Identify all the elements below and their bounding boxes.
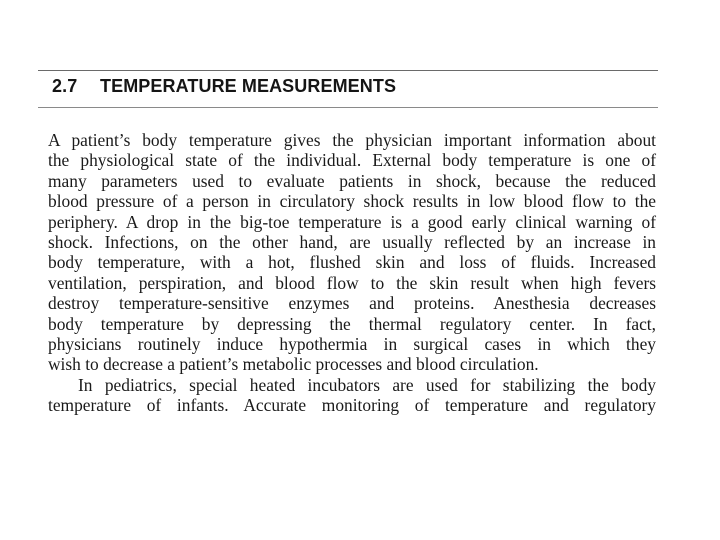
text-line: A patient’s body temperature gives the physician important information about	[48, 130, 656, 150]
section-heading	[52, 76, 396, 97]
section-title: TEMPERATURE MEASUREMENTS	[100, 76, 397, 96]
text-line: body temperature, with a hot, flushed skin and loss of fluids. Increased	[48, 252, 656, 273]
text-line: physicians routinely induce hypothermia in surgical cases in which they	[48, 333, 656, 354]
text-line: the physiological state of the individual. External body temperature is one of	[48, 150, 656, 171]
text-line: In pediatrics, special heated incubators are used for stabilizing the body	[78, 374, 656, 395]
paragraph-2	[48, 375, 656, 416]
text-line: body temperature by depressing the thermal regulatory center. In fact,	[48, 313, 656, 334]
text-line: ventilation, perspiration, and blood flow to the skin result when high fevers	[48, 272, 656, 293]
text-line: temperature of infants. Accurate monitoring of temperature and regulatory	[48, 395, 656, 416]
text-line: many parameters used to evaluate patients in shock, because the reduced	[48, 170, 656, 191]
text-line: periphery. A drop in the big-toe temperature is a good early clinical warning of	[48, 211, 656, 232]
body-text	[48, 130, 656, 415]
heading-top-rule	[38, 70, 658, 71]
text-line: destroy temperature-sensitive enzymes and proteins. Anesthesia decreases	[48, 293, 656, 314]
text-line: blood pressure of a person in circulatory shock results in low blood flow to the	[48, 191, 656, 212]
text-line: wish to decrease a patient’s metabolic processes and blood circulation.	[48, 354, 539, 375]
paragraph-1	[48, 130, 656, 375]
heading-bottom-rule	[38, 107, 658, 108]
section-number: 2.7	[52, 76, 78, 96]
text-line: shock. Infections, on the other hand, are usually reflected by an increase in	[48, 231, 656, 252]
